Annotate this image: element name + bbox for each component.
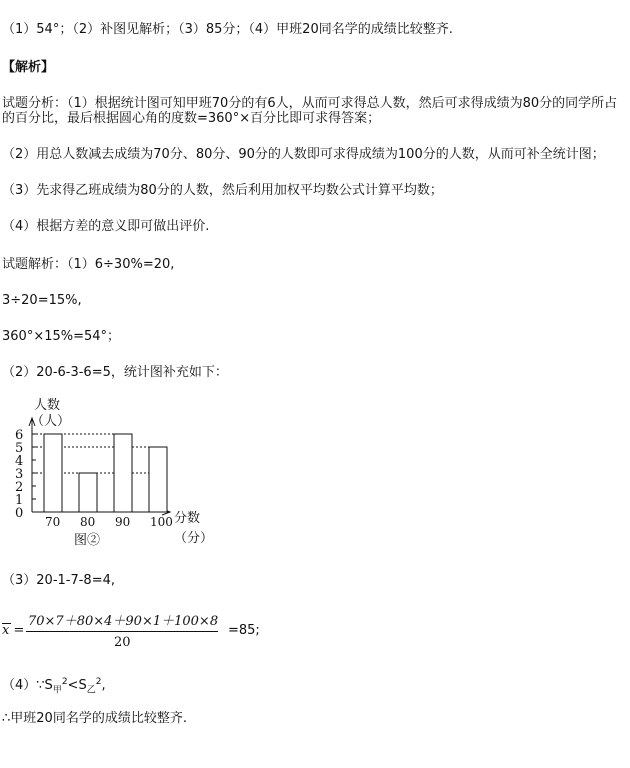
solution-step-4: （2）20-6-3-6=5，统计图补充如下： — [2, 365, 228, 380]
analysis-paragraph-3: （3）先求得乙班成绩为80分的人数，然后利用加权平均数公式计算平均数； — [2, 183, 443, 198]
mean-formula — [2, 610, 622, 658]
solution-step-2: 3÷20=15%, — [2, 293, 82, 308]
bar-chart — [12, 394, 222, 554]
bar-70 — [44, 434, 62, 512]
x-tick-label-90: 90 — [115, 515, 131, 529]
analysis-paragraph-4: （4）根据方差的意义即可做出评价. — [2, 219, 210, 234]
analysis-heading: 【解析】 — [2, 60, 55, 75]
fraction-bar — [26, 631, 218, 632]
y-tick-label-5: 5 — [15, 441, 24, 456]
y-tick-label-2: 2 — [15, 480, 24, 495]
chart-caption: 图② — [74, 533, 101, 548]
bar-90 — [114, 434, 132, 512]
answer-line: （1）54°；（2）补图见解析；（3）85分；（4）甲班20同名学的成绩比较整齐. — [2, 22, 453, 37]
mean-symbol: x = — [2, 623, 25, 638]
bar-100 — [149, 447, 167, 512]
x-axis-unit: （分） — [174, 531, 214, 546]
y-tick-label-1: 1 — [15, 493, 24, 508]
analysis-paragraph-1: 试题分析：（1）根据统计图可知甲班70分的有6人，从而可求得总人数，然后可求得成绩为80分的同学所占的百分比，最后根据圆心角的度数=360°×百分比即可求得答案； — [2, 96, 618, 126]
y-tick-label-0: 0 — [15, 506, 24, 521]
solution-step-5: （3）20-1-7-8=4, — [2, 573, 115, 588]
y-tick-label-3: 3 — [15, 467, 24, 482]
x-tick-label-100: 100 — [150, 515, 173, 529]
solution-step-3: 360°×15%=54°； — [2, 329, 121, 344]
conclusion: ∴甲班20同名学的成绩比较整齐. — [2, 711, 187, 726]
analysis-paragraph-2: （2）用总人数减去成绩为70分、80分、90分的人数即可求得成绩为100分的人数，从而可补全统计图； — [2, 147, 605, 162]
formula-result: =85; — [228, 623, 260, 638]
formula-numerator: 70×7＋80×4＋90×1＋100×8 — [28, 614, 219, 629]
y-axis-unit: （人） — [31, 414, 71, 429]
y-tick-label-4: 4 — [15, 454, 24, 469]
solution-step-1: 试题解析：（1）6÷30%=20, — [2, 257, 175, 272]
x-tick-label-70: 70 — [45, 515, 61, 529]
y-axis-label: 人数 — [34, 398, 61, 413]
y-tick-label-6: 6 — [15, 428, 24, 443]
formula-denominator: 20 — [114, 635, 131, 650]
x-axis-label: 分数 — [174, 511, 201, 526]
variance-comparison: $(4)\because S_甲^2<S_乙^2$, — [2, 677, 106, 696]
bar-80 — [79, 473, 97, 512]
x-tick-label-80: 80 — [80, 515, 96, 529]
